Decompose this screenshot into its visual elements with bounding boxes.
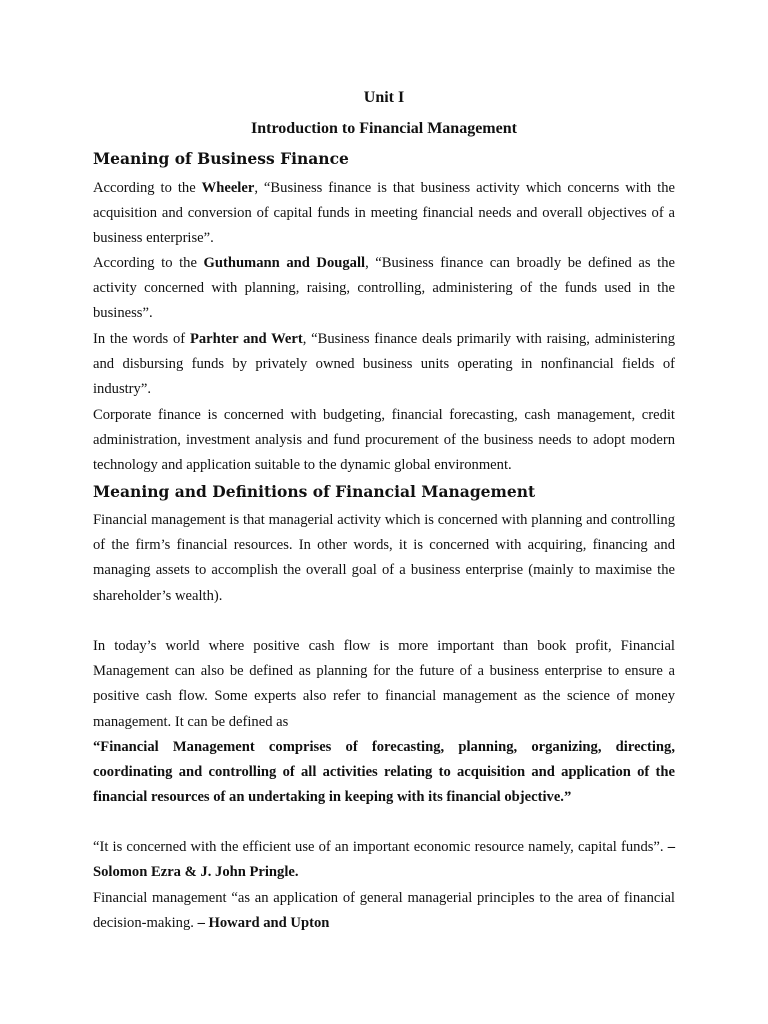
- unit-title: Unit I: [363, 89, 405, 106]
- paragraph-guthumann-definition: [93, 251, 675, 327]
- paragraph-parhter-definition: [93, 327, 675, 403]
- paragraph-corporate-finance: Corporate finance is concerned with budgeting, financial forecasting, cash management, credit administration, investment analysis and fund procurement of the business needs to adopt modern technology and application suitable to the dynamic global environment.: [93, 407, 675, 474]
- paragraph-text: , “Business finance can broadly be defined as the activity concerned with planning, raising, controlling, administering of the funds used in the business”.: [93, 255, 675, 322]
- paragraph-wheeler-definition: [93, 176, 675, 252]
- paragraph-text: According to the: [93, 255, 204, 271]
- paragraph-fm-meaning: Financial management is that managerial activity which is concerned with planning and controlling of the firm’s financial resources. In other words, it is concerned with acquiring, financing and managing assets to accomplish the overall goal of a business enterprise (mainly to maximise the shareholder’s wealth).: [93, 512, 675, 604]
- paragraph-howard-upton: [93, 886, 675, 936]
- attribution: – Howard and Upton: [197, 915, 330, 932]
- attribution: – Solomon Ezra & J. John Pringle.: [93, 839, 675, 881]
- quote-text: Financial management “as an application of general managerial principles to the area of financial decision-making.: [93, 890, 675, 932]
- quote-fm-definition: “Financial Management comprises of forecasting, planning, organizing, directing, coordinating and controlling of all activities relating to acquisition and application of the financial resources of an undertaking in keeping with its financial objective.”: [93, 739, 675, 806]
- section-heading-business-finance: Meaning of Business Finance: [93, 149, 349, 168]
- author-name: Guthumann and Dougall: [203, 255, 366, 271]
- quote-text: “It is concerned with the efficient use of an important economic resource namely, capital funds”.: [93, 839, 668, 855]
- paragraph-text: According to the: [93, 180, 202, 196]
- section-heading-financial-management: Meaning and Definitions of Financial Management: [93, 482, 536, 501]
- paragraph-text: , “Business finance deals primarily with raising, administering and disbursing funds by privately owned business units operating in nonfinancial fields of industry”.: [93, 331, 675, 398]
- paragraph-text: In the words of: [93, 331, 190, 347]
- paragraph-ezra-pringle: [93, 835, 675, 885]
- author-name: Wheeler: [201, 180, 255, 196]
- paragraph-cash-flow: In today’s world where positive cash flow is more important than book profit, Financial Management can also be defined as planning for the future of a business enterprise to ensure a positive cash flow. Some experts also refer to financial management as the science of money management. It can be defined as: [93, 638, 675, 730]
- author-name: Parhter and Wert: [189, 331, 303, 347]
- chapter-title: Introduction to Financial Management: [251, 120, 517, 137]
- paragraph-text: , “Business finance is that business activity which concerns with the acquisition and conversion of capital funds in meeting financial needs and overall objectives of a business enterprise”.: [93, 180, 675, 247]
